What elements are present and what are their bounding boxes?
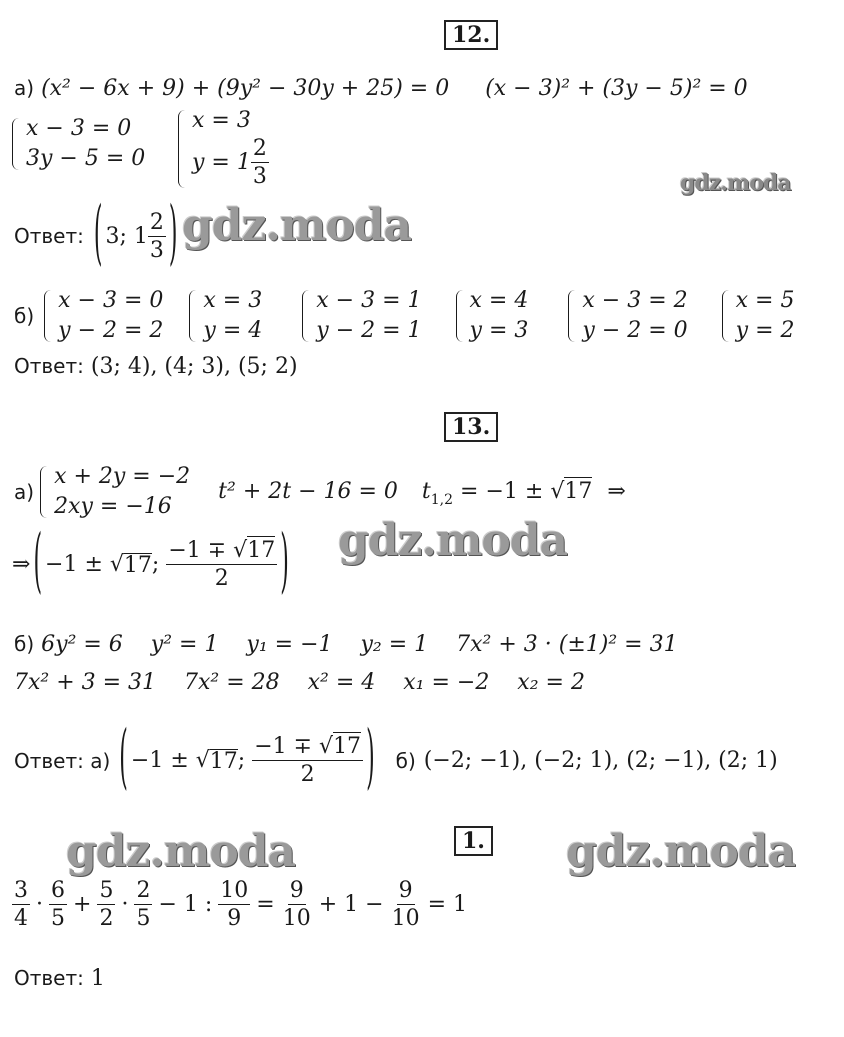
brace-icon bbox=[40, 466, 50, 518]
p12b-system-2: x = 3 y = 4 bbox=[189, 290, 262, 342]
p13a-system: x + 2y = −2 2xy = −16 bbox=[40, 466, 190, 518]
p1-answer: Ответ: 1 bbox=[14, 966, 105, 991]
p12b-system-4: x = 4 y = 3 bbox=[456, 290, 529, 342]
problem-12-number: 12. bbox=[444, 20, 498, 50]
p12a-prefix: а) bbox=[14, 76, 35, 100]
brace-icon bbox=[456, 290, 466, 342]
watermark: gdz.moda bbox=[66, 826, 296, 877]
watermark: gdz.moda bbox=[566, 826, 796, 877]
brace-icon bbox=[178, 110, 188, 188]
watermark: gdz.moda bbox=[338, 515, 568, 566]
p12a-line1 bbox=[14, 78, 748, 100]
p13a-quadratic: t² + 2t − 16 = 0 bbox=[218, 479, 398, 504]
p12b-system-1: x − 3 = 0 y − 2 = 2 bbox=[44, 290, 163, 342]
problem-13-number: 13. bbox=[444, 412, 498, 442]
p13a-roots: $t_{1,2} = -1 \pm √17$ ⇒ bbox=[421, 479, 626, 508]
p13b-line2: 7x² + 3 = 31 7x² = 28 x² = 4 x₁ = −2 x₂ = 2 bbox=[14, 670, 585, 695]
p12a-system1: x − 3 = 0 3y − 5 = 0 bbox=[12, 118, 145, 175]
p12a-eq1: (x² − 6x + 9) + (9y² − 30y + 25) = 0 bbox=[41, 76, 450, 101]
brace-icon bbox=[12, 118, 22, 170]
p12b-system-5: x − 3 = 2 y − 2 = 0 bbox=[568, 290, 687, 342]
p13a-line1: а) x + 2y = −2 2xy = −16 t² + 2t − 16 = 0 $t_{1,2} = -1 \pm √17$ ⇒ bbox=[14, 464, 626, 519]
brace-icon bbox=[568, 290, 578, 342]
p12b-system-6: x = 5 y = 2 bbox=[722, 290, 795, 342]
p12a-answer: Ответ: ( 3; 1 $\frac{2}{3}$ ) bbox=[14, 195, 178, 276]
brace-icon bbox=[302, 290, 312, 342]
p12b-answer: Ответ: (3; 4), (4; 3), (5; 2) bbox=[14, 354, 298, 379]
brace-icon bbox=[189, 290, 199, 342]
problem-1-number: 1. bbox=[454, 826, 493, 856]
brace-icon bbox=[722, 290, 732, 342]
p13a-line2: ⇒ ( −1 ± √ 17 ; $\frac{-1 \mp √17}{2}$ ) bbox=[12, 523, 289, 604]
watermark-small: gdz.moda bbox=[680, 170, 791, 196]
p12b-line: б) x − 3 = 0 y − 2 = 2 x = 3 y = 4 x − 3 = 1 y − 2 = 1 x = 4 y = 3 x − 3 = 2 y − 2 = 0 x = 5 y = 2 bbox=[14, 288, 795, 343]
p1-expression: $\frac{3}{4}$ · $\frac{6}{5}$ + $\frac{5}{2}$ · $\frac{2}{5}$ − 1 : $\frac{10}{9}$ = $\frac{9}{10}$ + 1 − $\frac{9}{10}$ = 1 bbox=[14, 878, 468, 931]
p12b-system-3: x − 3 = 1 y − 2 = 1 bbox=[302, 290, 421, 342]
brace-icon bbox=[44, 290, 54, 342]
watermark: gdz.moda bbox=[182, 200, 412, 251]
p13-answer: Ответ: а) ( −1 ± √ 17 ; $\frac{-1 \mp √17}{2}$ ) б) (−2; −1), (−2; 1), (2; −1), (2; 1) bbox=[14, 719, 778, 800]
p12a-eq2: (x − 3)² + (3y − 5)² = 0 bbox=[485, 76, 748, 101]
p13b-line1: б) 6y² = 6 y² = 1 y₁ = −1 y₂ = 1 7x² + 3 · (±1)² = 31 bbox=[14, 632, 678, 657]
p12a-system2: x = 3 y = 1 $\frac{2}{3}$ bbox=[178, 110, 269, 193]
